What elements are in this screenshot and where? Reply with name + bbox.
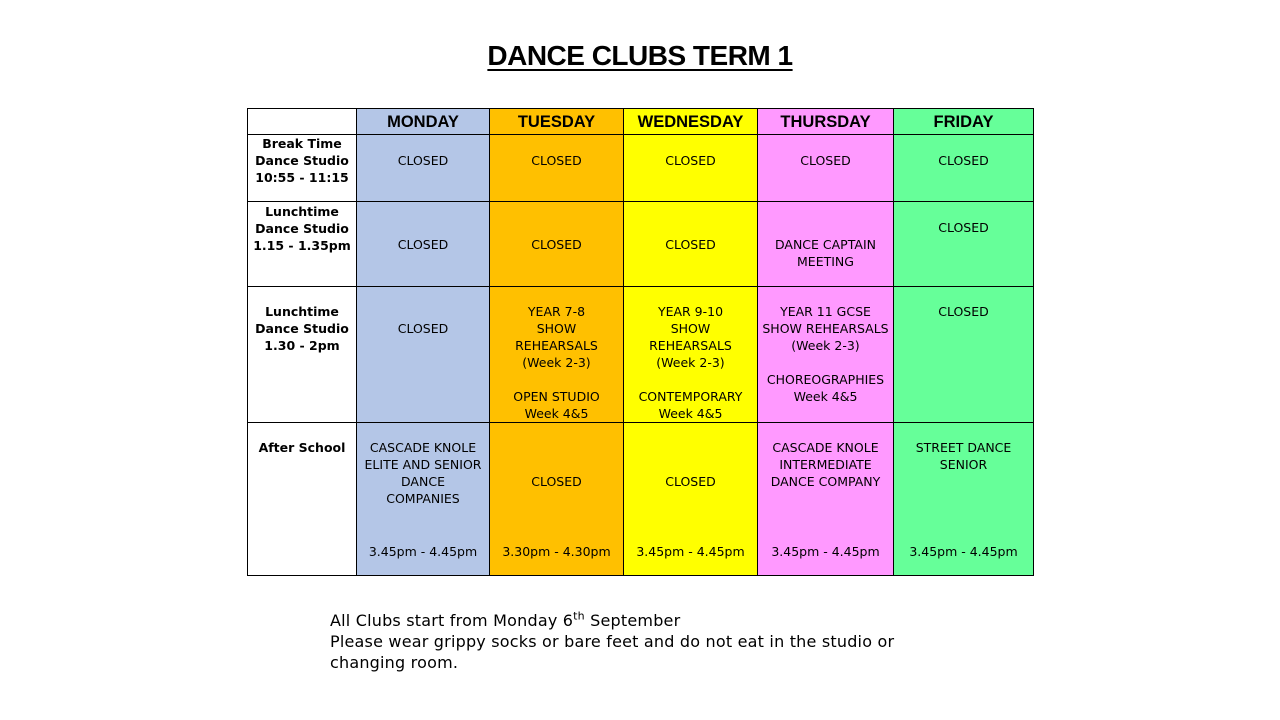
cell-text: MEETING [797, 254, 854, 269]
cell-after-thursday [758, 423, 894, 576]
cell-break-thursday [758, 135, 894, 202]
header-thursday: THURSDAY [758, 109, 894, 135]
header-wednesday: WEDNESDAY [624, 109, 758, 135]
label-line: 10:55 - 11:15 [255, 170, 349, 185]
label-line: After School [258, 440, 346, 455]
footer-text: All Clubs start from Monday 6 [330, 611, 574, 630]
cell-break-friday [894, 135, 1034, 202]
cell-text: COMPANIES [386, 491, 460, 506]
header-corner [248, 109, 357, 135]
row-break-time [248, 135, 1034, 202]
footer-notes [330, 610, 970, 673]
cell-lunch1-monday [357, 202, 490, 287]
cell-lunch2-wednesday [624, 287, 758, 423]
cell-break-tuesday [490, 135, 624, 202]
session-time: 3.45pm - 4.45pm [368, 544, 478, 559]
cell-lunch1-wednesday [624, 202, 758, 287]
cell-text: CLOSED [938, 304, 989, 319]
cell-text: SHOW [536, 321, 577, 336]
cell-lunch2-monday [357, 287, 490, 423]
label-line: 1.30 - 2pm [264, 338, 340, 353]
cell-after-tuesday [490, 423, 624, 576]
spacer [758, 354, 893, 371]
label-line: Break Time [262, 136, 342, 151]
row-label-break [248, 135, 357, 202]
schedule-table [247, 108, 1034, 576]
cell-text: YEAR 11 GCSE [780, 304, 871, 319]
session-time: 3.45pm - 4.45pm [909, 544, 1018, 559]
cell-text: CLOSED [397, 237, 449, 252]
cell-lunch2-thursday [758, 287, 894, 423]
cell-text: YEAR 7-8 [527, 304, 586, 319]
row-lunch-1 [248, 202, 1034, 287]
cell-lunch1-tuesday [490, 202, 624, 287]
row-after-school [248, 423, 1034, 576]
row-label-lunch-2 [248, 287, 357, 423]
cell-text: CLOSED [531, 237, 582, 252]
footer-text: September [584, 611, 681, 630]
cell-text: ELITE AND SENIOR [364, 457, 482, 472]
cell-after-monday [357, 423, 490, 576]
cell-text: Week 4&5 [793, 389, 858, 404]
cell-text: CLOSED [397, 153, 449, 168]
cell-text: OPEN STUDIO [513, 389, 600, 404]
cell-lunch2-friday [894, 287, 1034, 423]
footer-start-date [330, 610, 970, 631]
cell-text: CONTEMPORARY [638, 389, 743, 404]
row-label-after [248, 423, 357, 576]
cell-text: INTERMEDIATE [779, 457, 872, 472]
session-time: 3.30pm - 4.30pm [502, 544, 611, 559]
cell-text: CLOSED [665, 237, 716, 252]
label-line: Lunchtime [265, 204, 339, 219]
cell-text: CLOSED [397, 321, 449, 336]
cell-text: DANCE [401, 474, 445, 489]
cell-text: STREET DANCE [915, 440, 1012, 455]
cell-text: CLOSED [938, 220, 989, 235]
header-monday: MONDAY [357, 109, 490, 135]
cell-lunch1-thursday [758, 202, 894, 287]
label-line: Dance Studio [255, 153, 349, 168]
cell-text: CLOSED [531, 474, 582, 489]
cell-text: SHOW [670, 321, 711, 336]
cell-text: SENIOR [939, 457, 988, 472]
row-lunch-2 [248, 287, 1034, 423]
cell-break-wednesday [624, 135, 758, 202]
cell-text: Week 4&5 [658, 406, 723, 421]
footer-superscript: th [573, 609, 585, 623]
cell-text: CASCADE KNOLE [369, 440, 477, 455]
cell-text: Week 4&5 [524, 406, 589, 421]
cell-text: CHOREOGRAPHIES [766, 372, 885, 387]
cell-text: CLOSED [665, 153, 716, 168]
cell-break-monday [357, 135, 490, 202]
cell-text: YEAR 9-10 [657, 304, 724, 319]
cell-text: CLOSED [665, 474, 716, 489]
header-tuesday: TUESDAY [490, 109, 624, 135]
cell-text: CLOSED [531, 153, 582, 168]
cell-text: (Week 2-3) [522, 355, 591, 370]
cell-after-wednesday [624, 423, 758, 576]
cell-lunch2-tuesday [490, 287, 624, 423]
cell-text: CASCADE KNOLE [772, 440, 879, 455]
spacer [624, 371, 757, 388]
title-text: DANCE CLUBS TERM 1 [487, 40, 793, 71]
footer-instructions: Please wear grippy socks or bare feet and do not eat in the studio or changing room. [330, 632, 895, 672]
session-time: 3.45pm - 4.45pm [771, 544, 880, 559]
cell-text: REHEARSALS [515, 338, 598, 353]
row-label-lunch-1 [248, 202, 357, 287]
header-friday: FRIDAY [894, 109, 1034, 135]
cell-text: (Week 2-3) [791, 338, 860, 353]
label-line: Dance Studio [255, 321, 349, 336]
spacer [490, 371, 623, 388]
cell-text: CLOSED [800, 153, 851, 168]
cell-text: CLOSED [938, 153, 989, 168]
label-line: Lunchtime [265, 304, 339, 319]
cell-text: (Week 2-3) [656, 355, 725, 370]
cell-text: DANCE COMPANY [770, 474, 881, 489]
cell-text: REHEARSALS [649, 338, 732, 353]
label-line: 1.15 - 1.35pm [253, 238, 351, 253]
cell-text: SHOW REHEARSALS [762, 321, 889, 336]
cell-lunch1-friday [894, 202, 1034, 287]
page-title [0, 40, 1280, 72]
session-time: 3.45pm - 4.45pm [636, 544, 745, 559]
cell-after-friday [894, 423, 1034, 576]
label-line: Dance Studio [255, 221, 349, 236]
header-row [248, 109, 1034, 135]
cell-text: DANCE CAPTAIN [775, 237, 876, 252]
